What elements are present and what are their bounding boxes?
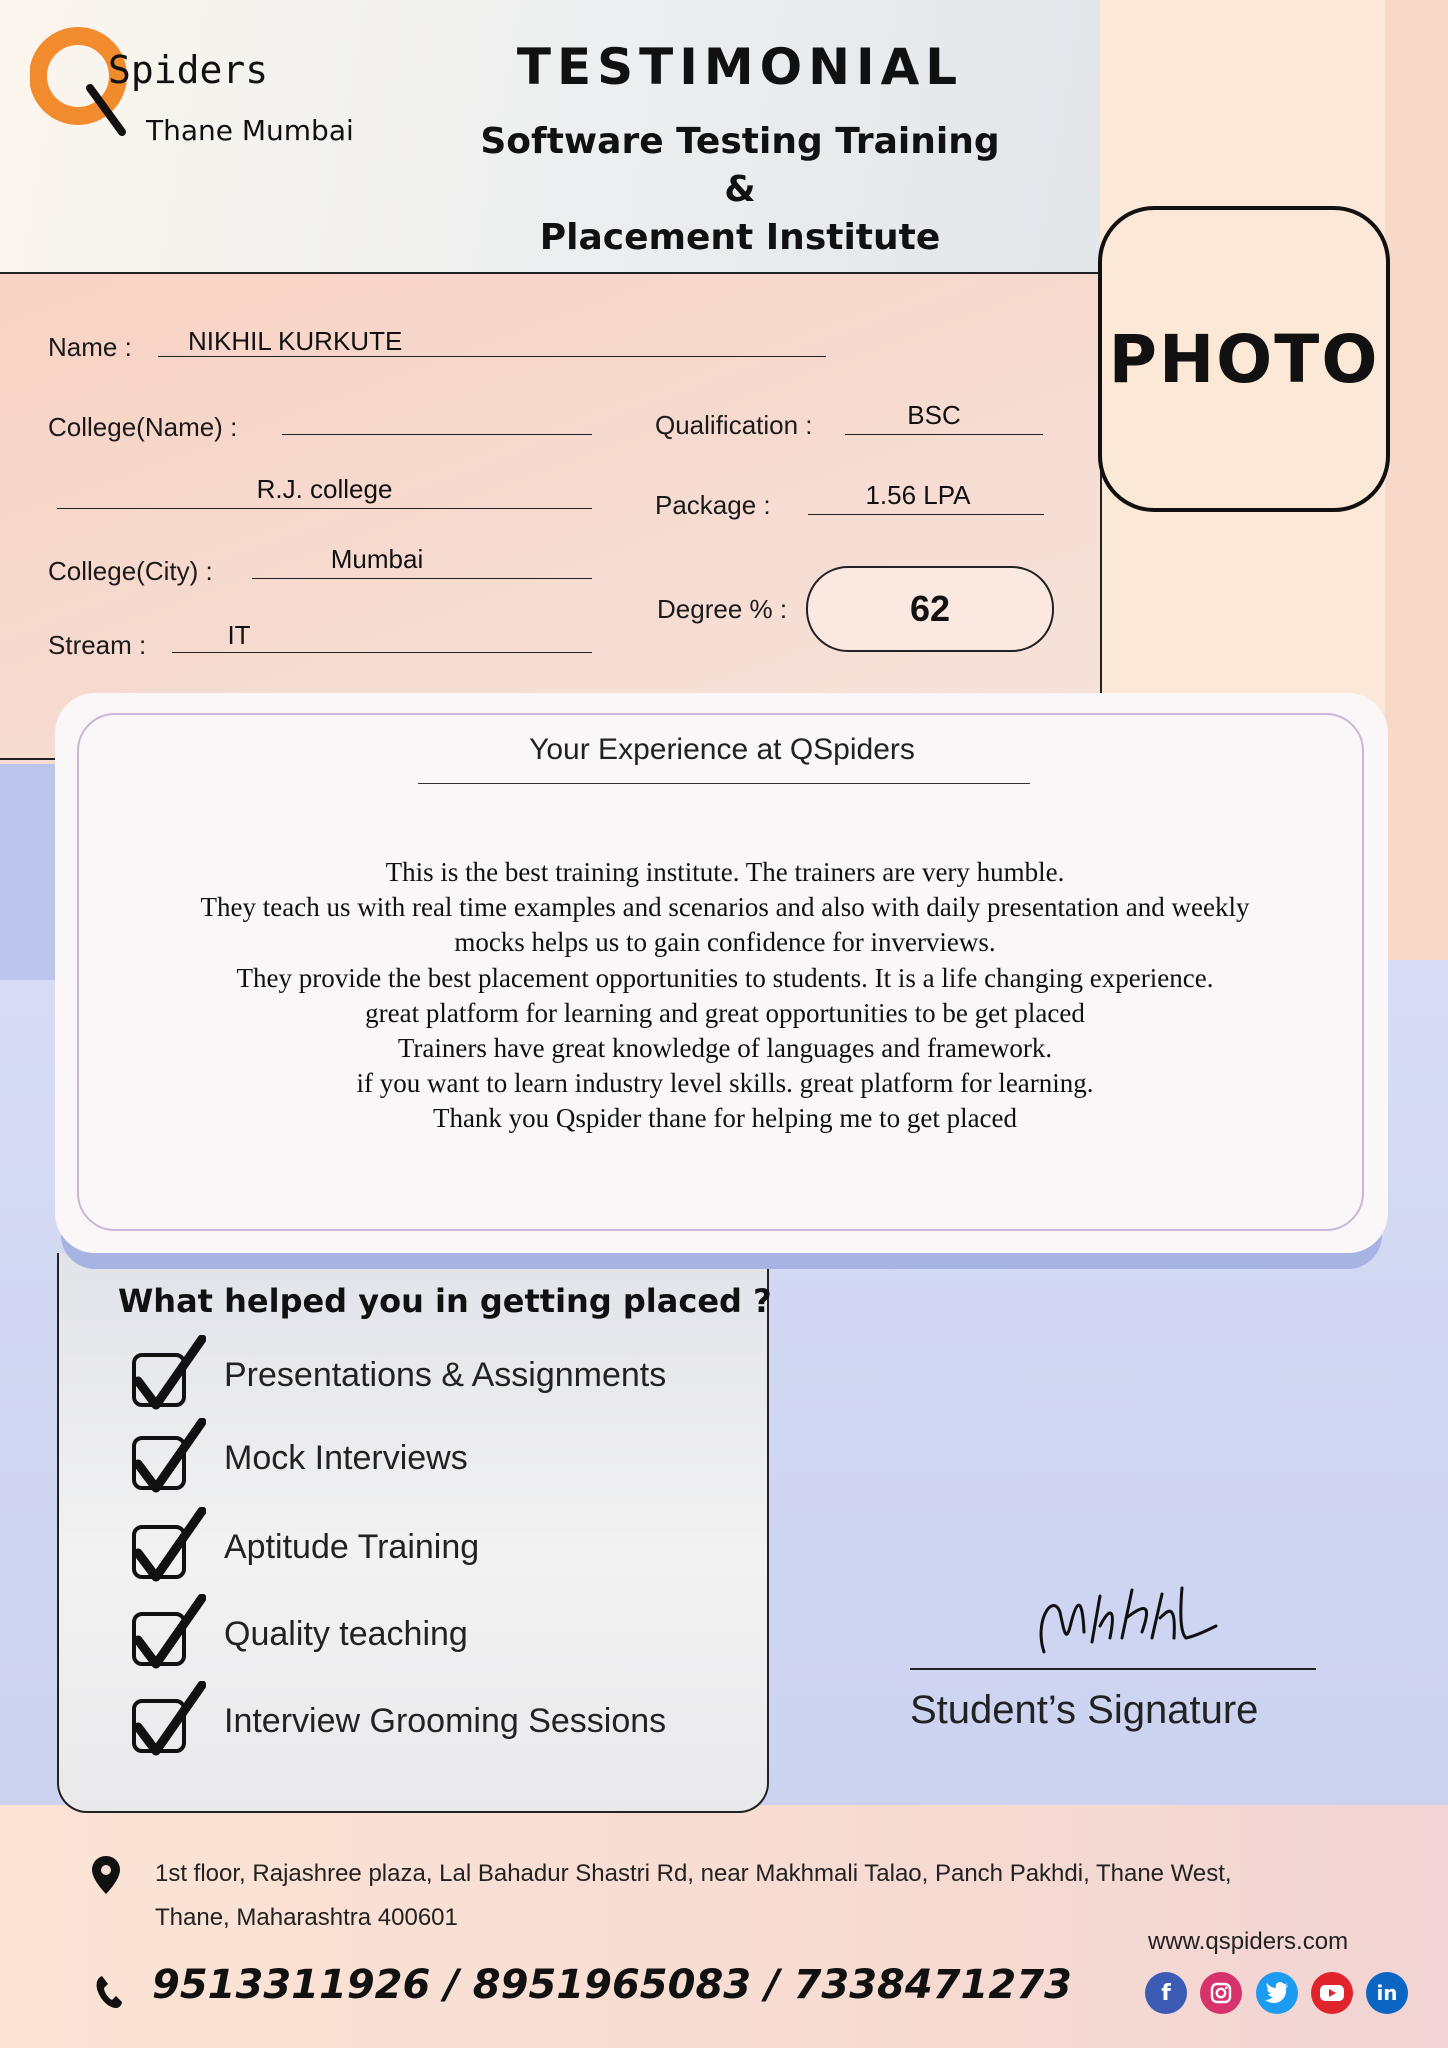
signature-line — [910, 1668, 1316, 1670]
help-item-label: Mock Interviews — [224, 1438, 468, 1477]
youtube-play-icon — [1319, 1983, 1345, 2003]
address — [155, 1852, 1385, 1940]
qualification-field — [845, 400, 1043, 435]
college-name-field — [57, 474, 592, 509]
signature-label: Student’s Signature — [910, 1688, 1259, 1732]
twitter-icon[interactable] — [1256, 1972, 1298, 2014]
help-item-label: Presentations & Assignments — [224, 1355, 667, 1394]
college-name-label: College(Name) : — [48, 412, 238, 442]
checkbox-checked-icon — [130, 1335, 206, 1415]
college-name-value: R.J. college — [256, 474, 393, 504]
instagram-glyph-icon — [1209, 1981, 1233, 2005]
website-link[interactable]: www.qspiders.com — [1148, 1928, 1349, 1955]
package-label: Package : — [655, 490, 771, 520]
subtitle-line-2: Placement Institute — [539, 217, 941, 258]
college-name-line — [282, 418, 592, 435]
photo-placeholder — [1098, 206, 1390, 512]
name-field — [158, 326, 826, 357]
page-subtitle — [460, 118, 1020, 262]
experience-text — [100, 855, 1350, 1137]
name-value: NIKHIL KURKUTE — [188, 326, 403, 356]
qualification-label: Qualification : — [655, 410, 813, 440]
experience-line: great platform for learning and great opportunities to be get placed — [365, 997, 1085, 1028]
checkbox-checked-icon — [130, 1418, 206, 1498]
college-city-field — [252, 544, 592, 579]
college-city-label: College(City) : — [48, 556, 213, 586]
experience-line: Trainers have great knowledge of languages and framework. — [397, 1033, 1053, 1064]
degree-label: Degree % : — [657, 594, 788, 624]
experience-title: Your Experience at QSpiders — [529, 733, 915, 766]
address-line-1: 1st floor, Rajashree plaza, Lal Bahadur Shastri Rd, near Makhmali Talao, Panch Pakhdi, Thane West, — [155, 1860, 1232, 1887]
qualification-value: BSC — [907, 400, 961, 430]
subtitle-line-1: Software Testing Training & — [480, 121, 1000, 210]
phone-icon — [94, 1974, 124, 2010]
name-label: Name : — [48, 332, 132, 362]
help-item-label: Quality teaching — [224, 1614, 468, 1653]
facebook-icon[interactable]: f — [1145, 1972, 1187, 2014]
youtube-icon[interactable] — [1311, 1972, 1353, 2014]
logo-text: Spiders — [108, 48, 269, 92]
address-line-2: Thane, Maharashtra 400601 — [155, 1904, 458, 1931]
stream-value: IT — [227, 620, 251, 650]
college-city-value: Mumbai — [330, 544, 424, 574]
list-item — [130, 1510, 479, 1584]
degree-field — [806, 566, 1054, 652]
form-panel-edge — [0, 758, 60, 760]
phone-numbers[interactable]: 9513311926 / 8951965083 / 7338471273 — [152, 1962, 1072, 2008]
degree-value: 62 — [909, 588, 951, 629]
stream-field — [172, 620, 592, 653]
twitter-bird-icon — [1265, 1982, 1289, 2004]
page-title: TESTIMONIAL — [516, 38, 964, 96]
experience-line: if you want to learn industry level skills. great platform for learning. — [356, 1068, 1094, 1099]
list-item — [130, 1684, 666, 1758]
list-item — [130, 1338, 666, 1412]
list-item — [130, 1421, 468, 1495]
experience-title-rule — [418, 783, 1030, 784]
checkbox-checked-icon — [130, 1681, 206, 1761]
experience-line: They teach us with real time examples and scenarios and also with daily presentation and weekly — [200, 892, 1250, 923]
qspiders-logo — [30, 26, 360, 146]
checkbox-checked-icon — [130, 1507, 206, 1587]
package-value: 1.56 LPA — [865, 480, 971, 510]
help-title: What helped you in getting placed ? — [118, 1282, 772, 1320]
branch-name: Thane Mumbai — [146, 114, 354, 147]
instagram-icon[interactable] — [1200, 1972, 1242, 2014]
experience-line: Thank you Qspider thane for helping me to get placed — [432, 1103, 1018, 1134]
linkedin-icon[interactable]: in — [1366, 1972, 1408, 2014]
checkbox-checked-icon — [130, 1594, 206, 1674]
experience-line: This is the best training institute. The trainers are very humble. — [385, 857, 1065, 887]
location-pin-icon — [92, 1856, 120, 1894]
experience-line: They provide the best placement opportunities to students. It is a life changing experience. — [236, 962, 1214, 993]
stream-label: Stream : — [48, 630, 147, 660]
photo-label: PHOTO — [1108, 320, 1380, 398]
list-item — [130, 1597, 468, 1671]
experience-line: mocks helps us to gain confidence for inverviews. — [454, 927, 996, 958]
package-field — [808, 480, 1044, 515]
signature-image — [1030, 1572, 1230, 1672]
help-item-label: Interview Grooming Sessions — [224, 1701, 667, 1740]
help-item-label: Aptitude Training — [224, 1527, 480, 1566]
